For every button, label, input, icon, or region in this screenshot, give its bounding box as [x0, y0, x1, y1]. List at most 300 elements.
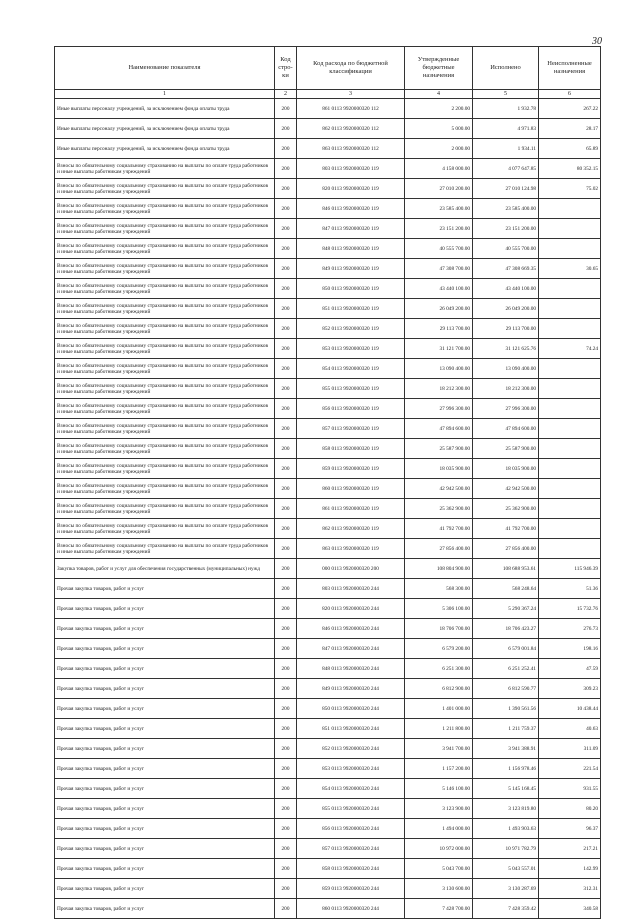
row-name-cell: Прочая закупка товаров, работ и услуг: [55, 619, 275, 639]
row-unexecuted-cell: [539, 279, 601, 299]
table-row: [55, 279, 601, 299]
table-row: [55, 619, 601, 639]
row-unexecuted-cell: [539, 419, 601, 439]
row-approved-cell: 13 090 400.00: [405, 359, 473, 379]
row-code-cell: 200: [275, 159, 297, 179]
row-name-cell: Закупка товаров, работ и услуг для обеспечения государственных (муниципальных) нужд: [55, 559, 275, 579]
row-approved-cell: 2 000.00: [405, 139, 473, 159]
table-row: [55, 459, 601, 479]
table-row: [55, 559, 601, 579]
row-kbk-cell: 863 0113 9920000320 112: [297, 139, 405, 159]
row-approved-cell: 23 585 400.00: [405, 199, 473, 219]
row-unexecuted-cell: [539, 319, 601, 339]
row-code-cell: 200: [275, 259, 297, 279]
row-kbk-cell: 849 0113 9920000320 119: [297, 259, 405, 279]
row-executed-cell: 1 390 561.56: [473, 699, 539, 719]
table-row: [55, 359, 601, 379]
row-kbk-cell: 858 0113 9920000320 119: [297, 439, 405, 459]
row-code-cell: 200: [275, 639, 297, 659]
table-row: [55, 159, 601, 179]
row-name-cell: Прочая закупка товаров, работ и услуг: [55, 719, 275, 739]
row-name-cell: Прочая закупка товаров, работ и услуг: [55, 579, 275, 599]
row-executed-cell: 40 555 700.00: [473, 239, 539, 259]
row-kbk-cell: 848 0113 9920000320 244: [297, 659, 405, 679]
table-row: [55, 219, 601, 239]
row-approved-cell: 1 401 000.00: [405, 699, 473, 719]
row-unexecuted-cell: 40.63: [539, 719, 601, 739]
row-kbk-cell: 862 0113 9920000320 119: [297, 519, 405, 539]
row-code-cell: 200: [275, 139, 297, 159]
row-unexecuted-cell: 74.24: [539, 339, 601, 359]
row-executed-cell: 10 971 782.79: [473, 839, 539, 859]
row-code-cell: 200: [275, 459, 297, 479]
table-row: [55, 719, 601, 739]
row-unexecuted-cell: 340.58: [539, 899, 601, 919]
table-row: [55, 759, 601, 779]
row-kbk-cell: 803 0113 9920000320 244: [297, 579, 405, 599]
header-approved: Утвержденные бюджетные назначения: [405, 47, 473, 90]
row-code-cell: 200: [275, 679, 297, 699]
column-number: 5: [473, 90, 539, 99]
row-name-cell: Взносы по обязательному социальному страхованию на выплаты по оплате труда работников и иные выплаты работникам учреждений: [55, 339, 275, 359]
row-code-cell: 200: [275, 619, 297, 639]
row-executed-cell: 18 706 423.27: [473, 619, 539, 639]
row-code-cell: 200: [275, 779, 297, 799]
row-kbk-cell: 853 0113 9920000320 119: [297, 339, 405, 359]
row-name-cell: Взносы по обязательному социальному страхованию на выплаты по оплате труда работников и иные выплаты работникам учреждений: [55, 179, 275, 199]
row-approved-cell: 42 942 500.00: [405, 479, 473, 499]
row-unexecuted-cell: [539, 399, 601, 419]
table-row: [55, 399, 601, 419]
row-kbk-cell: 848 0113 9920000320 119: [297, 239, 405, 259]
row-approved-cell: 4 158 000.00: [405, 159, 473, 179]
row-approved-cell: 47 308 700.00: [405, 259, 473, 279]
row-approved-cell: 26 049 200.00: [405, 299, 473, 319]
row-approved-cell: 23 151 200.00: [405, 219, 473, 239]
row-approved-cell: 29 113 700.00: [405, 319, 473, 339]
row-name-cell: Иные выплаты персоналу учреждений, за исключением фонда оплаты труда: [55, 119, 275, 139]
row-kbk-cell: 854 0113 9920000320 119: [297, 359, 405, 379]
row-executed-cell: 7 428 359.42: [473, 899, 539, 919]
header-code: Код стро-ки: [275, 47, 297, 90]
row-kbk-cell: 854 0113 9920000320 244: [297, 779, 405, 799]
row-approved-cell: 47 894 600.00: [405, 419, 473, 439]
row-name-cell: Иные выплаты персоналу учреждений, за исключением фонда оплаты труда: [55, 99, 275, 119]
row-code-cell: 200: [275, 399, 297, 419]
row-kbk-cell: 851 0113 9920000320 244: [297, 719, 405, 739]
table-row: [55, 99, 601, 119]
row-executed-cell: 25 587 900.00: [473, 439, 539, 459]
row-code-cell: 200: [275, 519, 297, 539]
row-approved-cell: 1 494 000.00: [405, 819, 473, 839]
row-code-cell: 200: [275, 819, 297, 839]
row-name-cell: Прочая закупка товаров, работ и услуг: [55, 659, 275, 679]
row-kbk-cell: 849 0113 9920000320 244: [297, 679, 405, 699]
header-kbk: Код расхода по бюджетной классификации: [297, 47, 405, 90]
table-row: [55, 799, 601, 819]
row-name-cell: Взносы по обязательному социальному страхованию на выплаты по оплате труда работников и иные выплаты работникам учреждений: [55, 199, 275, 219]
row-kbk-cell: 860 0113 9920000320 244: [297, 899, 405, 919]
row-code-cell: 200: [275, 539, 297, 559]
row-unexecuted-cell: 47.59: [539, 659, 601, 679]
row-name-cell: Взносы по обязательному социальному страхованию на выплаты по оплате труда работников и иные выплаты работникам учреждений: [55, 299, 275, 319]
row-approved-cell: 108 804 900.00: [405, 559, 473, 579]
row-unexecuted-cell: [539, 499, 601, 519]
row-executed-cell: 18 035 900.00: [473, 459, 539, 479]
row-approved-cell: 3 130 600.00: [405, 879, 473, 899]
row-unexecuted-cell: [539, 519, 601, 539]
row-code-cell: 200: [275, 279, 297, 299]
table-row: [55, 659, 601, 679]
row-executed-cell: 6 251 252.41: [473, 659, 539, 679]
table-row: [55, 119, 601, 139]
table-row: [55, 479, 601, 499]
row-executed-cell: 25 362 900.00: [473, 499, 539, 519]
table-row: [55, 259, 601, 279]
row-kbk-cell: 846 0113 9920000320 119: [297, 199, 405, 219]
table-row: [55, 199, 601, 219]
row-code-cell: 200: [275, 559, 297, 579]
row-executed-cell: 5 043 557.01: [473, 859, 539, 879]
row-unexecuted-cell: [539, 239, 601, 259]
row-kbk-cell: 857 0113 9920000320 119: [297, 419, 405, 439]
row-executed-cell: 5 145 168.45: [473, 779, 539, 799]
budget-report-table: [54, 46, 601, 919]
table-row: [55, 519, 601, 539]
row-kbk-cell: 861 0113 9920000320 119: [297, 499, 405, 519]
row-executed-cell: 31 121 625.76: [473, 339, 539, 359]
row-code-cell: 200: [275, 419, 297, 439]
row-executed-cell: 42 942 500.00: [473, 479, 539, 499]
table-header-row: [55, 47, 601, 90]
table-row: [55, 779, 601, 799]
row-code-cell: 200: [275, 879, 297, 899]
row-approved-cell: 25 587 900.00: [405, 439, 473, 459]
row-kbk-cell: 855 0113 9920000320 244: [297, 799, 405, 819]
row-executed-cell: 43 440 100.00: [473, 279, 539, 299]
row-approved-cell: 1 157 200.00: [405, 759, 473, 779]
row-name-cell: Взносы по обязательному социальному страхованию на выплаты по оплате труда работников и иные выплаты работникам учреждений: [55, 419, 275, 439]
header-unexecuted: Неисполненные назначения: [539, 47, 601, 90]
row-approved-cell: 6 812 900.00: [405, 679, 473, 699]
row-name-cell: Прочая закупка товаров, работ и услуг: [55, 679, 275, 699]
row-name-cell: Прочая закупка товаров, работ и услуг: [55, 859, 275, 879]
row-kbk-cell: 852 0113 9920000320 244: [297, 739, 405, 759]
row-code-cell: 200: [275, 799, 297, 819]
row-code-cell: 200: [275, 739, 297, 759]
row-name-cell: Взносы по обязательному социальному страхованию на выплаты по оплате труда работников и иные выплаты работникам учреждений: [55, 379, 275, 399]
table-row: [55, 419, 601, 439]
row-name-cell: Прочая закупка товаров, работ и услуг: [55, 879, 275, 899]
row-kbk-cell: 852 0113 9920000320 119: [297, 319, 405, 339]
row-name-cell: Прочая закупка товаров, работ и услуг: [55, 819, 275, 839]
table-row: [55, 539, 601, 559]
row-unexecuted-cell: [539, 459, 601, 479]
table-row: [55, 299, 601, 319]
table-row: [55, 839, 601, 859]
table-row: [55, 379, 601, 399]
table-row: [55, 599, 601, 619]
row-kbk-cell: 856 0113 9920000320 244: [297, 819, 405, 839]
table-row: [55, 819, 601, 839]
row-executed-cell: 47 894 600.00: [473, 419, 539, 439]
column-number: 4: [405, 90, 473, 99]
table-row: [55, 239, 601, 259]
row-approved-cell: 2 200.00: [405, 99, 473, 119]
row-approved-cell: 18 212 300.00: [405, 379, 473, 399]
table-row: [55, 579, 601, 599]
row-kbk-cell: 855 0113 9920000320 119: [297, 379, 405, 399]
row-unexecuted-cell: [539, 539, 601, 559]
row-name-cell: Прочая закупка товаров, работ и услуг: [55, 899, 275, 919]
row-executed-cell: 23 151 200.00: [473, 219, 539, 239]
row-executed-cell: 47 308 669.35: [473, 259, 539, 279]
row-code-cell: 200: [275, 319, 297, 339]
row-kbk-cell: 858 0113 9920000320 244: [297, 859, 405, 879]
row-kbk-cell: 847 0113 9920000320 119: [297, 219, 405, 239]
row-approved-cell: 3 123 900.00: [405, 799, 473, 819]
row-approved-cell: 18 035 900.00: [405, 459, 473, 479]
column-number-row: [55, 90, 601, 99]
row-unexecuted-cell: 309.23: [539, 679, 601, 699]
row-executed-cell: 3 130 287.69: [473, 879, 539, 899]
row-name-cell: Взносы по обязательному социальному страхованию на выплаты по оплате труда работников и иные выплаты работникам учреждений: [55, 319, 275, 339]
row-kbk-cell: 863 0113 9920000320 119: [297, 539, 405, 559]
table-row: [55, 679, 601, 699]
row-approved-cell: 568 300.00: [405, 579, 473, 599]
row-code-cell: 200: [275, 379, 297, 399]
row-approved-cell: 27 856 400.00: [405, 539, 473, 559]
row-code-cell: 200: [275, 859, 297, 879]
row-unexecuted-cell: 80 352.15: [539, 159, 601, 179]
row-code-cell: 200: [275, 199, 297, 219]
row-kbk-cell: 846 0113 9920000320 244: [297, 619, 405, 639]
row-approved-cell: 7 428 700.00: [405, 899, 473, 919]
row-unexecuted-cell: [539, 379, 601, 399]
row-executed-cell: 3 123 819.80: [473, 799, 539, 819]
row-unexecuted-cell: 28.17: [539, 119, 601, 139]
row-kbk-cell: 862 0113 9920000320 112: [297, 119, 405, 139]
row-unexecuted-cell: 75.02: [539, 179, 601, 199]
row-executed-cell: 3 941 388.91: [473, 739, 539, 759]
row-code-cell: 200: [275, 719, 297, 739]
row-approved-cell: 10 972 000.00: [405, 839, 473, 859]
row-approved-cell: 5 043 700.00: [405, 859, 473, 879]
row-name-cell: Прочая закупка товаров, работ и услуг: [55, 699, 275, 719]
row-approved-cell: 25 362 900.00: [405, 499, 473, 519]
row-kbk-cell: 856 0113 9920000320 119: [297, 399, 405, 419]
table-row: [55, 699, 601, 719]
column-number: 6: [539, 90, 601, 99]
row-unexecuted-cell: 115 946.39: [539, 559, 601, 579]
row-code-cell: 200: [275, 299, 297, 319]
row-name-cell: Прочая закупка товаров, работ и услуг: [55, 599, 275, 619]
row-code-cell: 200: [275, 119, 297, 139]
table-row: [55, 499, 601, 519]
row-executed-cell: 6 812 590.77: [473, 679, 539, 699]
row-approved-cell: 43 440 100.00: [405, 279, 473, 299]
row-executed-cell: 18 212 300.00: [473, 379, 539, 399]
row-approved-cell: 41 792 700.00: [405, 519, 473, 539]
row-name-cell: Взносы по обязательному социальному страхованию на выплаты по оплате труда работников и иные выплаты работникам учреждений: [55, 359, 275, 379]
row-unexecuted-cell: 10 438.44: [539, 699, 601, 719]
row-code-cell: 200: [275, 479, 297, 499]
row-code-cell: 200: [275, 599, 297, 619]
row-executed-cell: 1 932.78: [473, 99, 539, 119]
row-code-cell: 200: [275, 99, 297, 119]
row-executed-cell: 4 971.83: [473, 119, 539, 139]
row-name-cell: Взносы по обязательному социальному страхованию на выплаты по оплате труда работников и иные выплаты работникам учреждений: [55, 279, 275, 299]
row-unexecuted-cell: 311.09: [539, 739, 601, 759]
table-row: [55, 139, 601, 159]
row-code-cell: 200: [275, 219, 297, 239]
row-code-cell: 200: [275, 659, 297, 679]
header-name: Наименование показателя: [55, 47, 275, 90]
row-code-cell: 200: [275, 759, 297, 779]
row-unexecuted-cell: 80.20: [539, 799, 601, 819]
column-number: 1: [55, 90, 275, 99]
row-unexecuted-cell: 30.65: [539, 259, 601, 279]
row-name-cell: Прочая закупка товаров, работ и услуг: [55, 739, 275, 759]
table-row: [55, 439, 601, 459]
row-kbk-cell: 861 0113 9920000320 112: [297, 99, 405, 119]
row-approved-cell: 5 146 100.00: [405, 779, 473, 799]
row-name-cell: Прочая закупка товаров, работ и услуг: [55, 799, 275, 819]
row-approved-cell: 31 121 700.00: [405, 339, 473, 359]
row-name-cell: Взносы по обязательному социальному страхованию на выплаты по оплате труда работников и иные выплаты работникам учреждений: [55, 219, 275, 239]
row-name-cell: Иные выплаты персоналу учреждений, за исключением фонда оплаты труда: [55, 139, 275, 159]
row-approved-cell: 5 306 100.00: [405, 599, 473, 619]
row-kbk-cell: 860 0113 9920000320 119: [297, 479, 405, 499]
row-unexecuted-cell: 931.55: [539, 779, 601, 799]
row-kbk-cell: 820 0113 9920000320 119: [297, 179, 405, 199]
row-name-cell: Взносы по обязательному социальному страхованию на выплаты по оплате труда работников и иные выплаты работникам учреждений: [55, 439, 275, 459]
row-unexecuted-cell: 276.73: [539, 619, 601, 639]
row-unexecuted-cell: 96.37: [539, 819, 601, 839]
row-code-cell: 200: [275, 339, 297, 359]
table-row: [55, 899, 601, 919]
row-kbk-cell: 859 0113 9920000320 119: [297, 459, 405, 479]
row-unexecuted-cell: 142.99: [539, 859, 601, 879]
row-unexecuted-cell: 65.89: [539, 139, 601, 159]
row-executed-cell: 1 934.11: [473, 139, 539, 159]
row-code-cell: 200: [275, 239, 297, 259]
row-approved-cell: 6 251 300.00: [405, 659, 473, 679]
row-executed-cell: 27 856 400.00: [473, 539, 539, 559]
row-approved-cell: 5 000.00: [405, 119, 473, 139]
row-code-cell: 200: [275, 359, 297, 379]
table-row: [55, 179, 601, 199]
row-name-cell: Взносы по обязательному социальному страхованию на выплаты по оплате труда работников и иные выплаты работникам учреждений: [55, 159, 275, 179]
table-row: [55, 879, 601, 899]
row-name-cell: Взносы по обязательному социальному страхованию на выплаты по оплате труда работников и иные выплаты работникам учреждений: [55, 519, 275, 539]
row-kbk-cell: 000 0113 9920000320 200: [297, 559, 405, 579]
row-name-cell: Взносы по обязательному социальному страхованию на выплаты по оплате труда работников и иные выплаты работникам учреждений: [55, 499, 275, 519]
row-approved-cell: 27 010 200.00: [405, 179, 473, 199]
row-name-cell: Взносы по обязательному социальному страхованию на выплаты по оплате труда работников и иные выплаты работникам учреждений: [55, 459, 275, 479]
row-name-cell: Взносы по обязательному социальному страхованию на выплаты по оплате труда работников и иные выплаты работникам учреждений: [55, 239, 275, 259]
row-kbk-cell: 803 0113 9920000320 119: [297, 159, 405, 179]
row-kbk-cell: 820 0113 9920000320 244: [297, 599, 405, 619]
header-executed: Исполнено: [473, 47, 539, 90]
table-row: [55, 639, 601, 659]
row-approved-cell: 40 555 700.00: [405, 239, 473, 259]
row-unexecuted-cell: [539, 479, 601, 499]
row-kbk-cell: 857 0113 9920000320 244: [297, 839, 405, 859]
row-code-cell: 200: [275, 179, 297, 199]
row-executed-cell: 23 585 400.00: [473, 199, 539, 219]
row-code-cell: 200: [275, 839, 297, 859]
table-row: [55, 739, 601, 759]
row-unexecuted-cell: [539, 219, 601, 239]
row-executed-cell: 5 290 367.24: [473, 599, 539, 619]
table-row: [55, 319, 601, 339]
row-unexecuted-cell: 198.16: [539, 639, 601, 659]
row-executed-cell: 41 792 700.00: [473, 519, 539, 539]
row-executed-cell: 1 211 759.37: [473, 719, 539, 739]
row-approved-cell: 18 706 700.00: [405, 619, 473, 639]
row-unexecuted-cell: 217.21: [539, 839, 601, 859]
row-executed-cell: 568 248.64: [473, 579, 539, 599]
row-kbk-cell: 850 0113 9920000320 119: [297, 279, 405, 299]
row-code-cell: 200: [275, 579, 297, 599]
row-unexecuted-cell: 51.36: [539, 579, 601, 599]
row-name-cell: Взносы по обязательному социальному страхованию на выплаты по оплате труда работников и иные выплаты работникам учреждений: [55, 479, 275, 499]
row-executed-cell: 108 688 953.61: [473, 559, 539, 579]
row-kbk-cell: 853 0113 9920000320 244: [297, 759, 405, 779]
row-executed-cell: 26 049 200.00: [473, 299, 539, 319]
row-executed-cell: 27 996 300.00: [473, 399, 539, 419]
row-approved-cell: 6 579 200.00: [405, 639, 473, 659]
row-name-cell: Прочая закупка товаров, работ и услуг: [55, 759, 275, 779]
row-executed-cell: 6 579 001.84: [473, 639, 539, 659]
row-name-cell: Прочая закупка товаров, работ и услуг: [55, 639, 275, 659]
row-name-cell: Взносы по обязательному социальному страхованию на выплаты по оплате труда работников и иные выплаты работникам учреждений: [55, 539, 275, 559]
row-name-cell: Прочая закупка товаров, работ и услуг: [55, 779, 275, 799]
row-approved-cell: 3 941 700.00: [405, 739, 473, 759]
row-code-cell: 200: [275, 439, 297, 459]
page-number: 30: [592, 36, 602, 47]
row-kbk-cell: 859 0113 9920000320 244: [297, 879, 405, 899]
row-executed-cell: 1 156 978.46: [473, 759, 539, 779]
row-unexecuted-cell: 267.22: [539, 99, 601, 119]
row-kbk-cell: 847 0113 9920000320 244: [297, 639, 405, 659]
row-executed-cell: 13 090 400.00: [473, 359, 539, 379]
row-code-cell: 200: [275, 899, 297, 919]
table-row: [55, 859, 601, 879]
row-name-cell: Взносы по обязательному социальному страхованию на выплаты по оплате труда работников и иные выплаты работникам учреждений: [55, 399, 275, 419]
row-code-cell: 200: [275, 699, 297, 719]
column-number: 3: [297, 90, 405, 99]
row-unexecuted-cell: [539, 359, 601, 379]
row-kbk-cell: 851 0113 9920000320 119: [297, 299, 405, 319]
row-name-cell: Взносы по обязательному социальному страхованию на выплаты по оплате труда работников и иные выплаты работникам учреждений: [55, 259, 275, 279]
row-unexecuted-cell: [539, 439, 601, 459]
row-approved-cell: 27 996 300.00: [405, 399, 473, 419]
row-approved-cell: 1 211 800.00: [405, 719, 473, 739]
row-executed-cell: 4 077 647.85: [473, 159, 539, 179]
row-name-cell: Прочая закупка товаров, работ и услуг: [55, 839, 275, 859]
row-unexecuted-cell: [539, 299, 601, 319]
row-unexecuted-cell: 221.54: [539, 759, 601, 779]
row-kbk-cell: 850 0113 9920000320 244: [297, 699, 405, 719]
row-code-cell: 200: [275, 499, 297, 519]
row-executed-cell: 27 010 124.98: [473, 179, 539, 199]
row-unexecuted-cell: 15 732.76: [539, 599, 601, 619]
row-unexecuted-cell: [539, 199, 601, 219]
row-unexecuted-cell: 312.31: [539, 879, 601, 899]
row-executed-cell: 1 493 903.63: [473, 819, 539, 839]
